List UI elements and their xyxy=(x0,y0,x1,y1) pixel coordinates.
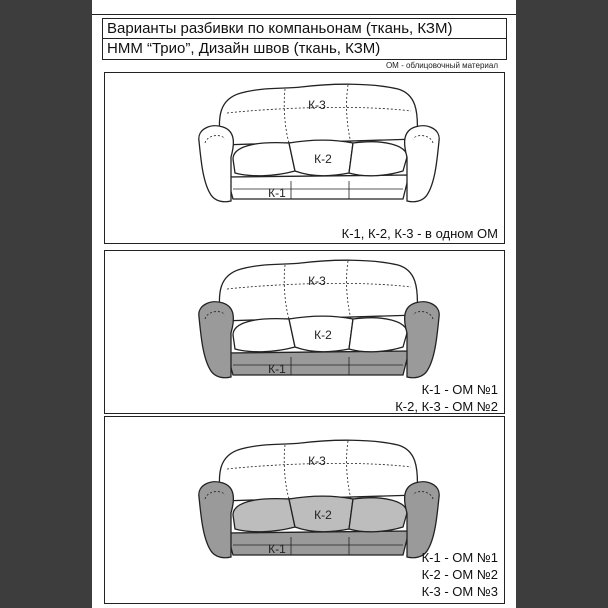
legend-line: К-1, К-2, К-3 - в одном ОМ xyxy=(341,226,498,241)
variant-legend-2 xyxy=(395,381,498,415)
sofa-back xyxy=(219,440,417,501)
sofa-back xyxy=(219,84,417,145)
variant-panel-3 xyxy=(104,416,505,604)
header-title: Варианты разбивки по компаньонам (ткань, КЗМ) xyxy=(107,20,453,37)
label-k2: К-2 xyxy=(314,328,332,342)
variant-panel-2 xyxy=(104,250,505,414)
label-k1: К-1 xyxy=(268,362,286,376)
label-k2: К-2 xyxy=(314,508,332,522)
left-arm xyxy=(199,302,234,378)
legend-line: К-2 - ОМ №2 xyxy=(421,567,498,582)
label-k3: К-3 xyxy=(308,454,326,468)
variant-panel-1 xyxy=(104,72,505,244)
om-note: ОМ - облицовочный материал xyxy=(385,61,498,70)
header-subtitle: НММ “Трио”, Дизайн швов (ткань, КЗМ) xyxy=(103,38,506,58)
left-arm xyxy=(199,126,234,202)
variant-legend-3 xyxy=(422,549,498,600)
label-k3: К-3 xyxy=(308,98,326,112)
seat-cushion xyxy=(349,498,407,532)
label-k3: К-3 xyxy=(308,274,326,288)
sofa-back xyxy=(219,260,417,321)
legend-line: К-2, К-3 - ОМ №2 xyxy=(395,399,498,414)
label-k1: К-1 xyxy=(268,186,286,200)
seat-cushion xyxy=(233,319,295,352)
sofa-base xyxy=(227,351,409,375)
sofa-drawing-3 xyxy=(193,433,453,583)
legend-line: К-3 - ОМ №3 xyxy=(421,584,498,599)
left-arm xyxy=(199,482,234,558)
right-arm xyxy=(405,126,440,202)
header-box xyxy=(102,18,507,60)
seat-cushion xyxy=(233,143,295,176)
seat-cushion xyxy=(349,318,407,352)
seat-cushion xyxy=(233,499,295,532)
right-arm xyxy=(405,482,440,558)
sofa-base xyxy=(227,531,409,555)
legend-line: К-1 - ОМ №1 xyxy=(421,382,498,397)
right-arm xyxy=(405,302,440,378)
top-rule xyxy=(92,14,516,15)
document-sheet xyxy=(92,0,516,608)
sofa-base xyxy=(227,175,409,199)
legend-line: К-1 - ОМ №1 xyxy=(421,550,498,565)
seat-cushion xyxy=(349,142,407,176)
label-k1: К-1 xyxy=(268,542,286,556)
sofa-drawing-1 xyxy=(193,77,453,227)
variant-legend-1 xyxy=(342,225,498,242)
label-k2: К-2 xyxy=(314,152,332,166)
